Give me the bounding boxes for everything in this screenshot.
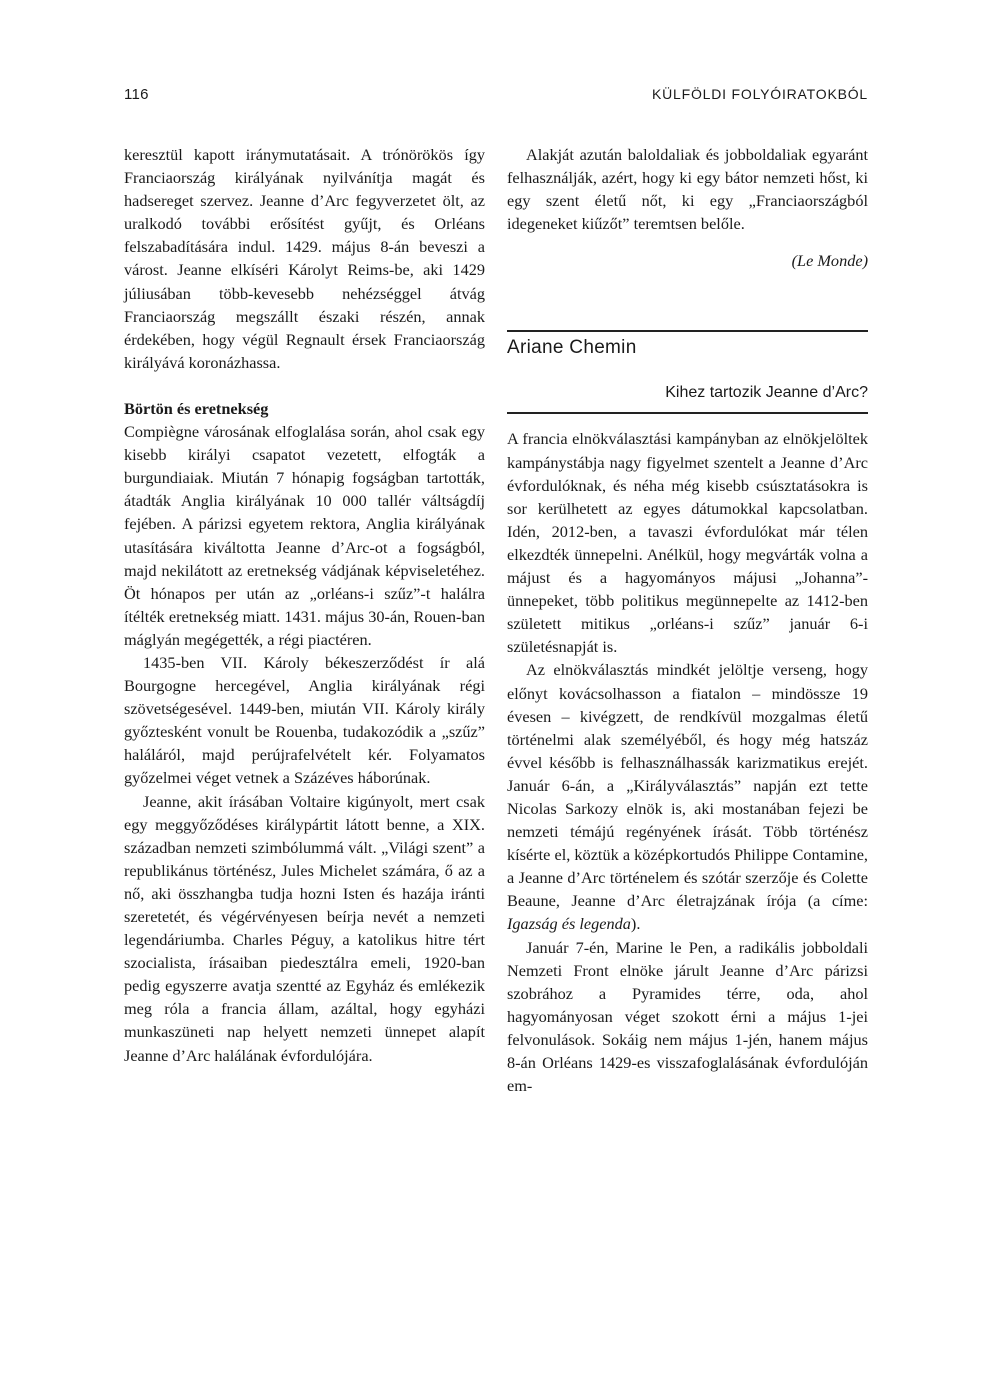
running-head: KÜLFÖLDI FOLYÓIRATOKBÓL (651, 86, 868, 102)
article-title: Kihez tartozik Jeanne d’Arc? (665, 384, 868, 402)
paragraph: Alakját azután baloldaliak és jobboldaliak egyaránt felhasználják, azért, hogy ki egy bátor nemzeti hőst, ki egy szent életű nőt, ki egy „Franciaországból idegeneket kiűzőt” teremtsen belőle. (507, 145, 868, 234)
paragraph: Jeanne, akit írásában Voltaire kigúnyolt, mert csak egy meggyőződéses királypártit látott benne, a XIX. században nemzeti szimbólummá vált. „Világi szent” a republikánus történész, Jules Michelet számára, ő az a nő, aki összhangba tudja hozni Isten és hazája iránti szeretetét, és végérvényesen beírja nevét a nemzeti legendáriumba. Charles Péguy, a katolikus hitre tért szocialista, írásaiban piedesztálra emeli, 1920-ban pedig egyszerre avatja szentté az Egyház és emlékezik meg róla a francia állam, azáltal, hogy egyházi munkaszüneti nap helyett nemzeti ünnepet alapít Jeanne d’Arc halálának évfordulójára. (124, 791, 485, 1065)
page-number: 116 (124, 86, 149, 103)
paragraph: Compiègne városának elfoglalása során, ahol csak egy kisebb királyi csapatot vezetett, elfogták a burgundiaiak. Miután 7 hónapig fogságban tartották, átadták Anglia királyának 10 000 tallér váltságdíj fejében. A párizsi egyetem rektora, Anglia királyának utasítására kiváltotta Jeanne d’Arc-ot a fogságból, majd nekilátott az eretnekség vádjának képviseletéhez. Öt hónapos per után az „orléans-i szűz”-t halálra ítélték eretnekség miatt. 1431. május 30-án, Rouen-ban máglyán megégették, a régi piactéren. (124, 422, 485, 649)
divider (507, 330, 868, 332)
paragraph-text: ). (630, 914, 641, 934)
paragraph-text: Az elnökválasztás mindkét jelöltje verseng, hogy előnyt kovácsolhasson a fiatalon – mindössze 19 évesen – kivégzett, de rendkívül mozgalmas életű történelmi alak személyéből, és hogy még hatszáz évvel később is felhasználhassák karizmatikus erejét. Január 6-án, a „Királyválasztás” napján ezt tette Nicolas Sarkozy elnök is, aki mostanában fejezi be nemzeti témájú regényének írását. Több történész kísérte el, köztük a középkortudós Philippe Contamine, a Jeanne d’Arc történelem és szótár szerzője és Colette Beaune, Jeanne d’Arc életrajzának írója (a címe: (507, 660, 868, 911)
article-author: Ariane Chemin (507, 337, 637, 359)
paragraph: Január 7-én, Marine le Pen, a radikális jobboldali Nemzeti Front elnöke járult Jeanne d’Arc párizsi szobrához a Pyramides térre, oda, ahol hagyományosan véget szokott érni a május 1-jei felvonulások. Sokáig nem május 1-jén, hanem május 8-án Orléans 1429-es visszafoglalásának évfordulóján em- (507, 937, 868, 1096)
section-heading: Börtön és eretnekség (124, 398, 269, 418)
paragraph (507, 658, 868, 935)
paragraph: A francia elnökválasztási kampányban az elnökjelöltek kampánystábja nagy figyelmet szentelt a Jeanne d’Arc évfordulóknak, és néha még kisebb csúsztatásokra is sor kerülhetett az egyes dátumokkal kapcsolatban. Idén, 2012-ben, a tavaszi évfordulókat már télen elkezdték ünnepelni. Anélkül, hogy megvárták volna a májust és a hagyományos májusi „Johanna”-ünnepeket, több politikus megünnepelte az 1412-ben született mitikus „orléans-i szűz” január 6-i születésnapját is. (507, 429, 868, 657)
divider (507, 412, 868, 414)
source-citation: (Le Monde) (791, 251, 868, 271)
paragraph: 1435-ben VII. Károly békeszerződést ír alá Bourgogne hercegével, Anglia királyának régi szövetségesével. 1449-ben, miután VII. Károly király győztesként vonult be Rouenba, tudakozódik a „szűz” haláláról, majd perújrafelvételt kér. Folyamatos győzelmei véget vetnek a Százéves háborúnak. (124, 652, 485, 788)
left-column (124, 143, 485, 1067)
paragraph: keresztül kapott iránymutatásait. A trónörökös így Franciaország királyának nyilvánítja magát és hadsereget szervez. Jeanne d’Arc fegyverzetet ölt, az uralkodó további erősítést gyűjt, és Orléans felszabadítására indul. 1429. május 8-án beveszi a várost. Jeanne elkíséri Károlyt Reims-be, aki 1429 júliusában több-kevesebb nehézséggel átvág Franciaország megszállt északi részén, annak érdekében, hogy végül Regnault érsek Franciaország királyává koronázhassa. (124, 145, 485, 372)
book-title: Igazság és legenda (507, 914, 631, 934)
right-column (507, 143, 868, 1097)
